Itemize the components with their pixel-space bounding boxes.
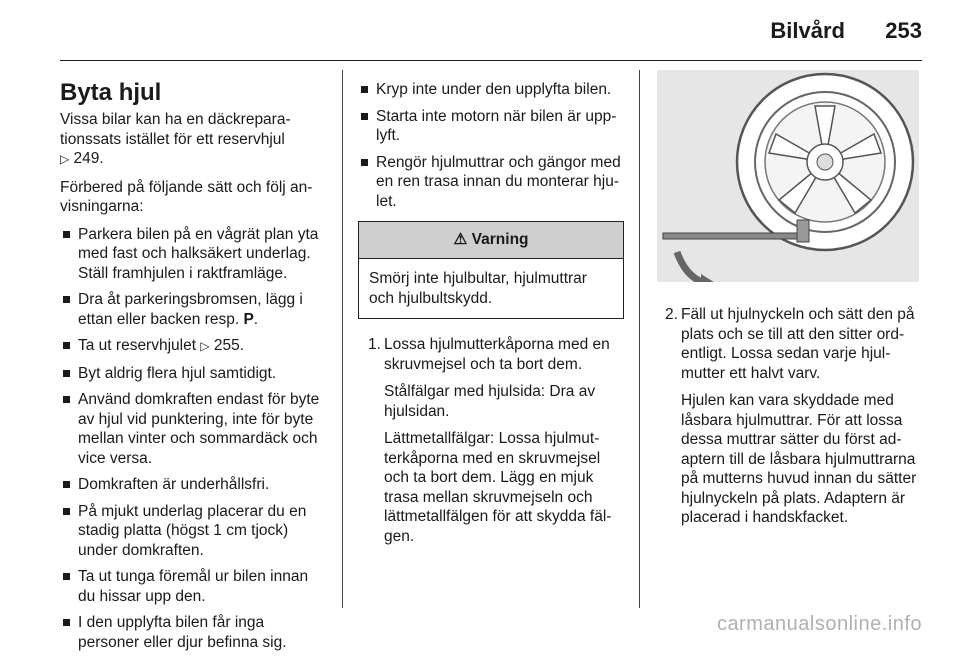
page-number: 253 <box>885 18 922 43</box>
bullet-square-icon <box>63 396 70 403</box>
bullet-square-icon <box>63 342 70 349</box>
list-item: Dra åt parkeringsbromsen, lägg i ettan eller backen resp. P. <box>60 290 328 329</box>
bullet-square-icon <box>63 619 70 626</box>
list-item: Parkera bilen på en vågrät plan yta med fast och halksäkert underlag. Ställ framhjulen i raktframläge. <box>60 225 328 284</box>
bullet-square-icon <box>63 231 70 238</box>
bullet-square-icon <box>361 86 368 93</box>
warning-box <box>358 221 624 319</box>
step-1: 1. Lossa hjulmutterkåporna med en skruvmejsel och ta bort dem. Stålfälgar med hjulsida: Dra av hjulsidan. Lättmetallfälgar: Lossa hjulmut- terkåporna med en skruvmejsel och ta bort dem. Lägg en mjuk trasa mellan skruvmejseln och lättmetallfälgen för att skydda fäl- gen. <box>368 336 612 545</box>
bullet-square-icon <box>63 573 70 580</box>
step-number: 1. <box>368 336 381 353</box>
warning-header <box>359 222 623 259</box>
bullet-square-icon <box>63 508 70 515</box>
column-divider-left <box>342 70 343 608</box>
preparation-list <box>60 225 328 653</box>
bullet-square-icon <box>63 370 70 377</box>
list-item: I den upplyfta bilen får inga personer eller djur befinna sig. <box>60 613 328 652</box>
header-rule <box>60 60 922 61</box>
section-title: Byta hjul <box>60 79 162 106</box>
prep-paragraph: Förbered på följande sätt och följ an- visningarna: <box>60 178 313 215</box>
list-item: Ta ut tunga föremål ur bilen innan du hissar upp den. <box>60 567 328 606</box>
warning-text: Smörj inte hjulbultar, hjulmuttrar och hjulbultskydd. <box>369 270 587 307</box>
reference-arrow-icon: ▷ <box>200 339 210 353</box>
middle-column <box>358 80 624 554</box>
column-divider-right <box>639 70 640 608</box>
bullet-square-icon <box>63 481 70 488</box>
bullet-square-icon <box>63 296 70 303</box>
list-item: Kryp inte under den upplyfta bilen. <box>358 80 624 100</box>
list-item: Starta inte motorn när bilen är upp- lyft. <box>358 107 624 146</box>
left-column <box>60 78 328 659</box>
intro-paragraph: Vissa bilar kan ha en däckrepara- tionssats istället för ett reservhjul ▷ 249. <box>60 111 291 167</box>
list-item: Rengör hjulmuttrar och gängor med en ren trasa innan du monterar hju- let. <box>358 153 624 212</box>
bullet-square-icon <box>361 113 368 120</box>
page-header <box>0 0 960 60</box>
list-item: Ta ut reservhjulet ▷ 255. <box>60 336 328 357</box>
chapter-title: Bilvård <box>770 18 845 43</box>
wheel-with-wrench-illustration <box>657 70 919 282</box>
list-item: Domkraften är underhållsfri. <box>60 475 328 495</box>
step-number: 2. <box>665 306 678 323</box>
bullet-square-icon <box>361 159 368 166</box>
step-2: 2. Fäll ut hjulnyckeln och sätt den på plats och se till att den sitter ord- entligt. Lossa sedan varje hjul- mutter ett halvt varv. Hjulen kan vara skyddade med låsbara hjulmuttrar. För att lossa dessa muttrar sätter du först ad- aptern till de låsbara hjulmuttrarna på mutterns huvud innan du sätter hjulnyckeln på plats. Adaptern är placerad i handskfacket. <box>665 306 917 526</box>
warning-triangle-icon: ⚠ <box>453 231 468 248</box>
list-item: På mjukt underlag placerar du en stadig platta (högst 1 cm tjock) under domkraften. <box>60 502 328 561</box>
list-item: Byt aldrig flera hjul samtidigt. <box>60 364 328 384</box>
reference-arrow-icon: ▷ <box>60 152 70 166</box>
watermark: carmanualsonline.info <box>716 613 922 635</box>
reference-page: 249. <box>73 150 104 167</box>
steps-list <box>655 305 927 528</box>
safety-list <box>358 80 624 211</box>
steps-list <box>358 335 624 546</box>
warning-title: Varning <box>471 231 529 248</box>
right-column <box>655 305 927 536</box>
list-item: Använd domkraften endast för byte av hjul vid punktering, inte för byte mellan vinter och sommardäck och vice versa. <box>60 390 328 468</box>
